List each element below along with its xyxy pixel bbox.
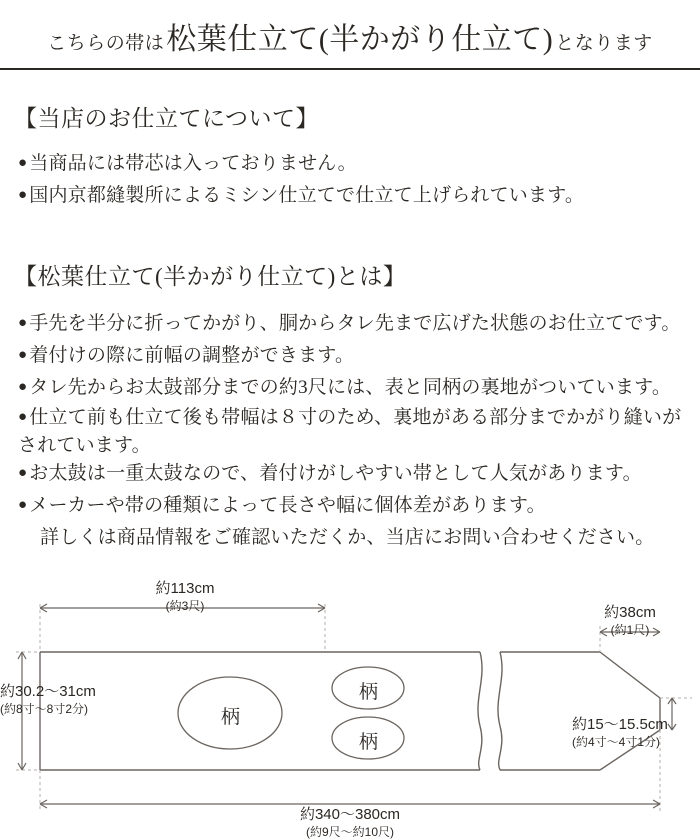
section-title-shop-tailoring: 【当店のお仕立てについて】: [14, 106, 320, 131]
section2-item-6: ● メーカーや帯の種類によって長さや幅に個体差があります。: [18, 490, 546, 517]
pattern-label-bottom: 柄: [359, 732, 379, 753]
section2-item-2: ● 着付けの際に前幅の調整ができます。: [18, 340, 354, 367]
measure-tip-width-main: 約15〜15.5cm: [572, 716, 668, 733]
section-title-matsuba-definition: 【松葉仕立て(半かがり仕立て)とは】: [14, 264, 407, 289]
section2-item-7: 詳しくは商品情報をご確認いただくか、当店にお問い合わせください。: [40, 527, 655, 548]
section2-item-4: ● 仕立て前も仕立て後も帯幅は８寸のため、裏地がある部分までかがり縫いがされています。: [18, 404, 682, 459]
measure-right-length-main: 約38cm: [604, 604, 656, 621]
section1-item-1: ● 当商品には帯芯は入っておりません。: [18, 148, 357, 175]
pattern-label-top: 柄: [359, 682, 379, 703]
measure-top-length-sub: (約3尺): [165, 598, 205, 613]
page-title: [0, 14, 700, 64]
section1-item-2: ● 国内京都縫製所によるミシン仕立てで仕立て上げられています。: [18, 180, 584, 207]
section2-item-1: ● 手先を半分に折ってかがり、胴からタレ先まで広げた状態のお仕立てです。: [18, 308, 681, 335]
title-lead: こちらの帯は: [47, 33, 165, 54]
title-emphasis: 松葉仕立て(半かがり仕立て): [166, 23, 554, 56]
measure-top-length-main: 約113cm: [155, 580, 215, 597]
section2-item-3: ● タレ先からお太鼓部分までの約3尺には、表と同柄の裏地がついています。: [18, 372, 671, 399]
measure-total-length-main: 約340〜380cm: [299, 806, 401, 823]
measure-left-width: [0, 683, 120, 717]
measure-total-length-sub: (約9尺〜約10尺): [305, 824, 394, 839]
obi-dimension-diagram: [0, 580, 700, 840]
measure-right-length-sub: (約1尺): [610, 622, 650, 637]
measure-left-width-main: 約30.2〜31cm: [0, 683, 96, 700]
measure-tip-width-sub: (約4寸〜4寸1分): [572, 734, 661, 749]
measure-left-width-sub: (約8寸〜8寸2分): [0, 701, 89, 716]
pattern-label-large: 柄: [221, 707, 241, 728]
measure-right-length: [570, 604, 690, 638]
section2-item-5: ● お太鼓は一重太鼓なので、着付けがしやすい帯として人気があります。: [18, 458, 642, 485]
measure-total-length: [275, 806, 425, 840]
title-trail: となります: [555, 33, 653, 54]
measure-tip-width: [572, 716, 700, 750]
measure-top-length: [120, 580, 250, 614]
header-divider: [0, 68, 700, 70]
